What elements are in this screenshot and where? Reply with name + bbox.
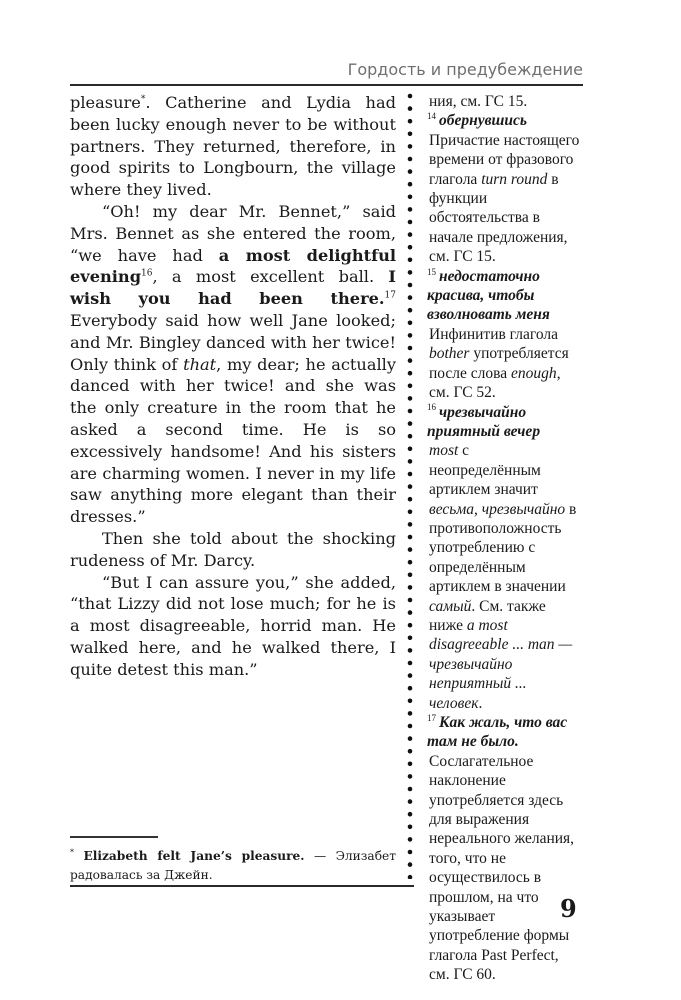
note-heading (427, 403, 583, 442)
divider-dot (408, 94, 413, 99)
divider-dot (408, 232, 413, 237)
divider-dot (408, 132, 413, 137)
running-header-title: Гордость и предубеждение (347, 60, 583, 79)
divider-dot (408, 459, 413, 464)
text-run: с неопределённым артиклем значит (429, 442, 541, 499)
divider-dot (408, 598, 413, 603)
note-term: обернувшись (439, 112, 528, 130)
note-heading (427, 267, 583, 325)
divider-dot (408, 686, 413, 691)
divider-dot (408, 409, 413, 414)
text-run: “Oh! my dear Mr. Bennet,” said Mrs. Bennet as she entered the room, “we have had (70, 201, 396, 265)
divider-dot (408, 358, 413, 363)
divider-dot (408, 875, 413, 879)
divider-dot (408, 144, 413, 149)
note-term: недостаточно красива, чтобы взволновать меня (427, 267, 550, 324)
divider-dot (408, 736, 413, 741)
divider-dot (408, 245, 413, 250)
main-text-column (70, 92, 396, 681)
divider-dot (408, 711, 413, 716)
bold-phrase: I wish you had been there. (70, 267, 396, 309)
text-run: “But I can assure you,” she added, “that Lizzy did not lose much; for he is a most disagreeable, horrid man. He walked here, and he walked there, I quite detest this man.” (70, 572, 396, 679)
note-number: 14 (427, 111, 436, 122)
note-number: 17 (427, 712, 436, 723)
divider-dot (408, 497, 413, 502)
header-rule (70, 84, 583, 86)
divider-dot (408, 321, 413, 326)
divider-dot (408, 522, 413, 527)
italic-phrase: enough (511, 364, 557, 382)
divider-dot (408, 837, 413, 842)
note-number: 15 (427, 266, 436, 277)
text-run: Then she told about the shocking rudeness of Mr. Darcy. (70, 528, 396, 570)
note-term: Как жаль, что вас там не было. (427, 714, 568, 751)
divider-dot (408, 623, 413, 628)
paragraph (70, 92, 396, 201)
divider-dot (408, 169, 413, 174)
divider-dot (408, 220, 413, 225)
text-run: , a most excellent ball. (152, 267, 389, 287)
text-run: употребляется после слова (429, 345, 569, 382)
sidebar-note (427, 92, 583, 111)
divider-dot (408, 648, 413, 653)
divider-dot (408, 825, 413, 830)
note-number: 16 (427, 402, 436, 413)
footnote-rule (70, 836, 158, 838)
divider-dot (408, 472, 413, 477)
divider-dot (408, 812, 413, 817)
text-run: Инфинитив глагола (429, 325, 558, 343)
divider-dot (408, 333, 413, 338)
divider-dot (408, 270, 413, 275)
footnote (70, 843, 396, 885)
divider-dot (408, 283, 413, 288)
italic-phrase: most (429, 442, 459, 460)
divider-dot (408, 673, 413, 678)
note-body (427, 752, 583, 985)
divider-dot (408, 610, 413, 615)
divider-dot (408, 636, 413, 641)
sidebar-note (427, 403, 583, 714)
paragraph (70, 572, 396, 681)
divider-dot (408, 106, 413, 111)
paragraph (70, 528, 396, 572)
divider-dot (408, 484, 413, 489)
footnote-ref: 16 (141, 268, 153, 279)
divider-dot (408, 774, 413, 779)
italic-phrase: самый (429, 597, 472, 615)
text-run: , см. ГС 52. (429, 364, 561, 402)
footnote-translation: — Элизабет радовалась за Джейн. (70, 849, 396, 883)
divider-dot (408, 699, 413, 704)
text-run: ния, см. ГС 15. (429, 93, 528, 110)
bold-phrase: a most delightful evening (70, 245, 397, 287)
divider-dot (408, 560, 413, 565)
sidebar-note (427, 267, 583, 403)
sidebar-notes-column (427, 92, 583, 985)
note-body (427, 441, 583, 713)
divider-dot (408, 749, 413, 754)
divider-dot (408, 308, 413, 313)
divider-dot (408, 447, 413, 452)
text-run: pleasure (70, 93, 141, 112)
sidebar-note (427, 111, 583, 266)
divider-dot (408, 787, 413, 792)
bottom-rule (70, 885, 414, 887)
italic-phrase: bother (429, 345, 470, 363)
text-run: Сослагательное наклонение употребляется здесь для выражения нереального желания, того, что не осуществилось в прошлом, на что указывает употребление формы глагола Past Perfect, см. ГС 60. (429, 752, 575, 984)
divider-dot (408, 182, 413, 187)
divider-dot (408, 371, 413, 376)
footnote-ref: 17 (384, 290, 396, 301)
sidebar-note (427, 713, 583, 985)
divider-dot (408, 573, 413, 578)
footnote-phrase: Elizabeth felt Jane’s pleasure. (83, 849, 305, 864)
divider-dot (408, 195, 413, 200)
divider-dot (408, 724, 413, 729)
note-term: чрезвычайно приятный вечер (427, 403, 541, 440)
note-body (427, 131, 583, 267)
note-heading (427, 111, 583, 130)
footnote-ref: * (140, 94, 146, 105)
note-heading (427, 713, 583, 752)
text-run: . Catherine and Lydia had been lucky enough never to be without partners. They returned, therefore, in good spirits to Longbourn, the village where they lived. (70, 93, 396, 200)
divider-dot (408, 384, 413, 389)
text-run: Everybody said how well Jane looked; and Mr. Bingley danced with her twice! Only think of (70, 310, 396, 374)
text-run: . (478, 694, 483, 712)
italic-phrase: весьма, чрезвычайно (429, 500, 566, 518)
divider-dot (408, 862, 413, 867)
divider-dot (408, 396, 413, 401)
divider-dot (408, 585, 413, 590)
divider-dot (408, 535, 413, 540)
divider-dot (408, 547, 413, 552)
divider-dot (408, 346, 413, 351)
text-run: . См. также ниже (429, 597, 546, 634)
italic-phrase: a most disagreeable ... man — чрезвычайно неприятный ... человек (429, 616, 573, 712)
divider-dot (408, 295, 413, 300)
divider-dot (408, 119, 413, 124)
divider-dot (408, 258, 413, 263)
paragraph (70, 201, 396, 528)
text-run: в противоположность употреблению с определённым артиклем в значении (429, 500, 577, 596)
divider-dot (408, 799, 413, 804)
divider-dot (408, 850, 413, 855)
footnote-mark: * (70, 848, 74, 857)
note-body (427, 325, 583, 403)
divider-dot (408, 510, 413, 515)
divider-dot (408, 661, 413, 666)
text-run: в функции обстоятельства в начале предложения, см. ГС 15. (429, 170, 568, 266)
italic-phrase: turn round (481, 170, 548, 188)
text-run: Причастие настоящего времени от фразового глагола (429, 131, 580, 188)
divider-dot (408, 762, 413, 767)
divider-dot (408, 434, 413, 439)
divider-dot (408, 207, 413, 212)
divider-dot (408, 157, 413, 162)
italic-phrase: that (183, 354, 217, 374)
note-body (427, 92, 583, 111)
page-number: 9 (560, 894, 577, 923)
text-run: , my dear; he actually danced with her twice! and she was the only creature in the room that he asked a second time. He is so excessively handsome! And his sisters are charming women. I never in my life saw anything more elegant than their dresses.” (70, 354, 396, 527)
column-divider-dots (407, 93, 413, 879)
divider-dot (408, 421, 413, 426)
